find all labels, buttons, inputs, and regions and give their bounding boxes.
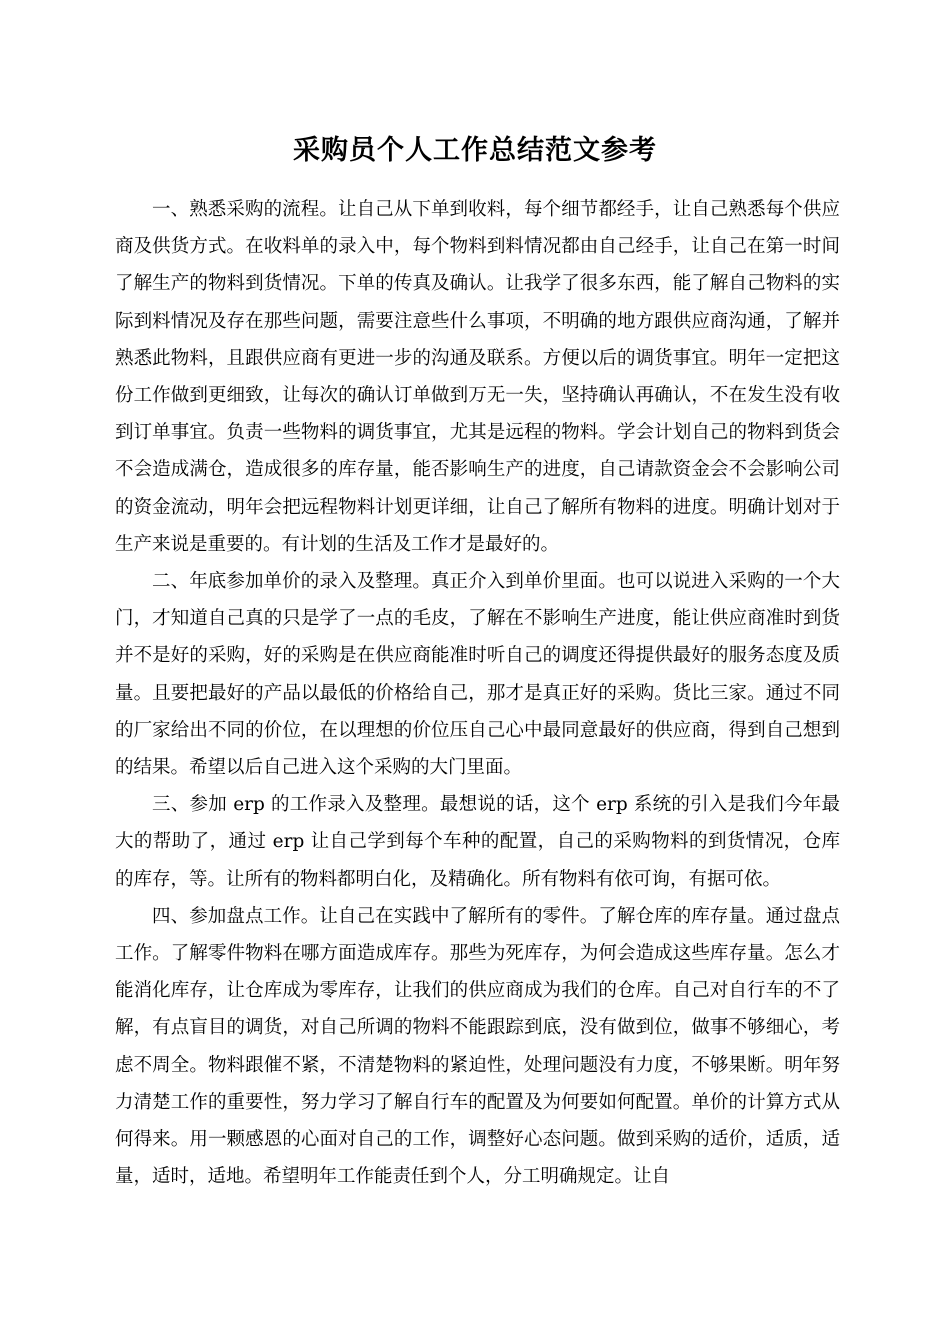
document-body [115,191,840,1195]
paragraph-1: 一、熟悉采购的流程。让自己从下单到收料，每个细节都经手，让自己熟悉每个供应商及供货方式。在收料单的录入中，每个物料到料情况都由自己经手，让自己在第一时间了解生产的物料到货情况。下单的传真及确认。让我学了很多东西，能了解自己物料的实际到料情况及存在那些问题，需要注意些什么事项，不明确的地方跟供应商沟通，了解并熟悉此物料，且跟供应商有更进一步的沟通及联系。方便以后的调货事宜。明年一定把这份工作做到更细致，让每次的确认订单做到万无一失，坚持确认再确认，不在发生没有收到订单事宜。负责一些物料的调货事宜，尤其是远程的物料。学会计划自己的物料到货会不会造成满仓，造成很多的库存量，能否影响生产的进度，自己请款资金会不会影响公司的资金流动，明年会把远程物料计划更详细，让自己了解所有物料的进度。明确计划对于生产来说是重要的。有计划的生活及工作才是最好的。 [115,199,840,555]
paragraph-2: 二、年底参加单价的录入及整理。真正介入到单价里面。也可以说进入采购的一个大门，才知道自己真的只是学了一点的毛皮，了解在不影响生产进度，能让供应商准时到货并不是好的采购，好的采购是在供应商能准时听自己的调度还得提供最好的服务态度及质量。且要把最好的产品以最低的价格给自己，那才是真正好的采购。货比三家。通过不同的厂家给出不同的价位，在以理想的价位压自己心中最同意最好的供应商，得到自己想到的结果。希望以后自己进入这个采购的大门里面。 [115,571,840,779]
paragraph-4: 四、参加盘点工作。让自己在实践中了解所有的零件。了解仓库的库存量。通过盘点工作。了解零件物料在哪方面造成库存。那些为死库存，为何会造成这些库存量。怎么才能消化库存，让仓库成为零库存，让我们的供应商成为我们的仓库。自己对自行车的不了解，有点盲目的调货，对自己所调的物料不能跟踪到底，没有做到位，做事不够细心，考虑不周全。物料跟催不紧，不清楚物料的紧迫性，处理问题没有力度，不够果断。明年努力清楚工作的重要性，努力学习了解自行车的配置及为何要如何配置。单价的计算方式从何得来。用一颗感恩的心面对自己的工作，调整好心态问题。做到采购的适价，适质，适量，适时，适地。希望明年工作能责任到个人，分工明确规定。让自 [115,905,840,1188]
document-title: 采购员个人工作总结范文参考 [293,135,657,166]
paragraph-3: 三、参加 erp 的工作录入及整理。最想说的话，这个 erp 系统的引入是我们今年最大的帮助了，通过 erp 让自己学到每个车种的配置，自己的采购物料的到货情况，仓库的库存，等。让所有的物料都明白化，及精确化。所有物料有依可询，有据可依。 [115,794,840,890]
